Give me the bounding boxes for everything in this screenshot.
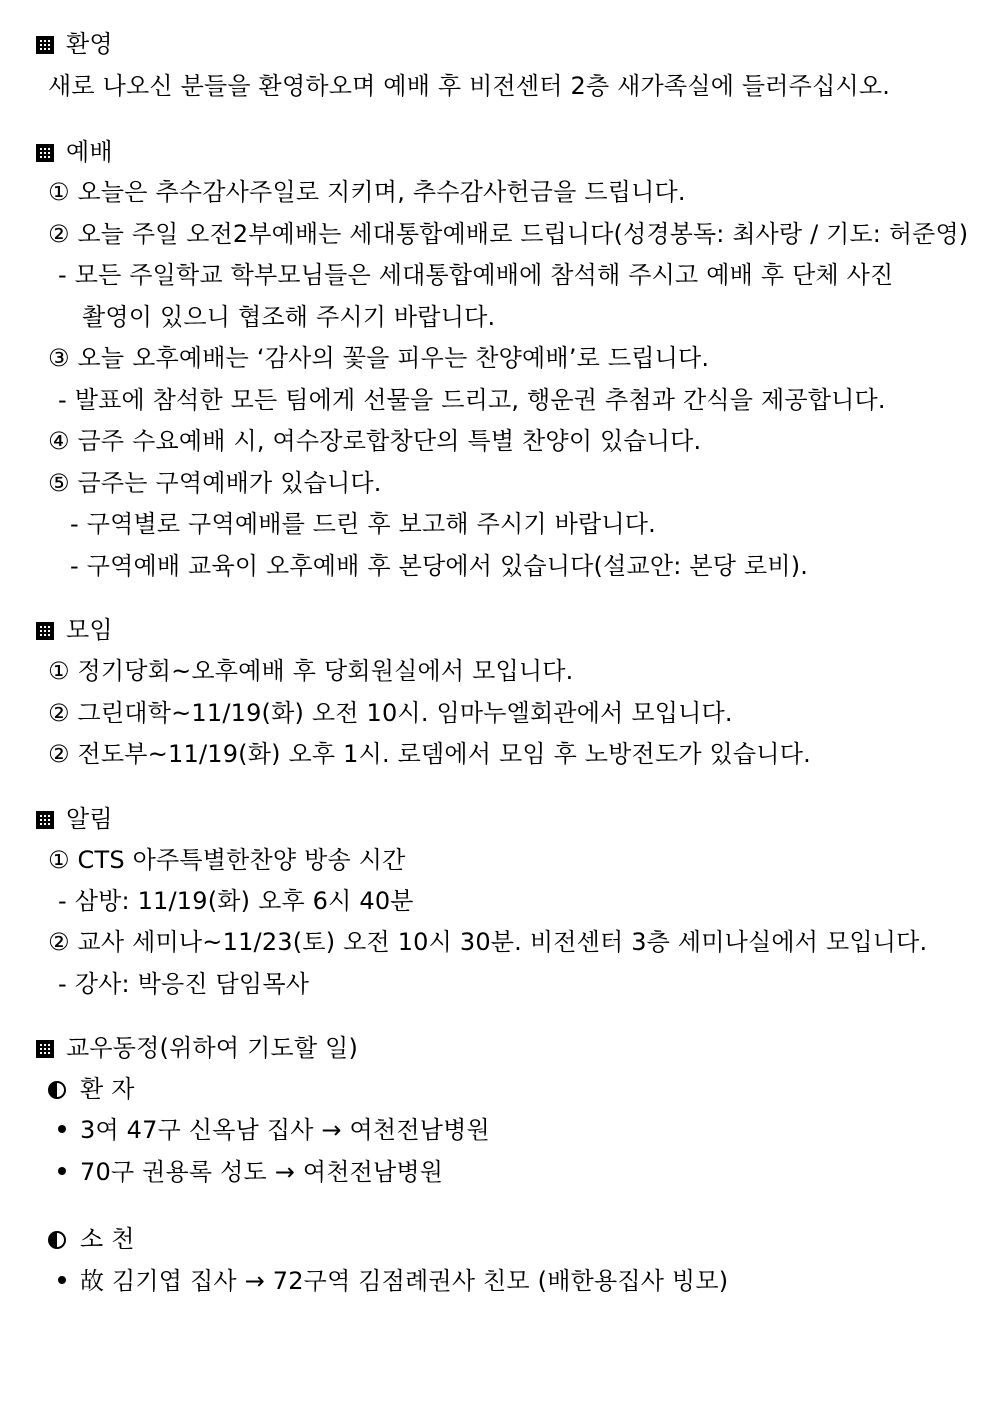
patients-heading [48,1069,135,1109]
patient-item [58,1152,443,1192]
worship-item-4: ④ 금주 수요예배 시, 여수장로합창단의 특별 찬양이 있습니다. [48,427,702,455]
welcome-text: 새로 나오신 분들을 환영하오며 예배 후 비전센터 2층 새가족실에 들러주십시오. [48,72,891,100]
meeting-item-3: ② 전도부~11/19(화) 오후 1시. 로뎀에서 모임 후 노방전도가 있습니다. [48,740,811,768]
worship-item-2: ② 오늘 주일 오전2부예배는 세대통합예배로 드립니다(성경봉독: 최사랑 / 기도: 허준영) [48,220,969,248]
prayer-heading [36,1028,358,1068]
deceased-text: 故 김기엽 집사 → 72구역 김점례권사 친모 (배한용집사 빙모) [80,1267,729,1295]
bullet-icon [58,1167,66,1175]
meeting-item-1: ① 정기당회~오후예배 후 당회원실에서 모입니다. [48,657,574,685]
deceased-item [58,1261,728,1301]
deceased-title: 소 천 [80,1225,135,1253]
patient-text: 70구 권용록 성도 → 여천전남병원 [80,1158,444,1186]
section-box-icon [36,1040,54,1058]
patient-text: 3여 47구 신옥남 집사 → 여천전남병원 [80,1116,490,1144]
notice-heading [36,799,113,839]
meeting-title: 모임 [66,616,113,644]
half-circle-icon [48,1231,66,1249]
worship-heading [36,132,113,172]
meeting-heading [36,610,113,650]
deceased-heading [48,1219,135,1259]
patients-title: 환 자 [80,1075,135,1103]
worship-item-2-sub-cont: 촬영이 있으니 협조해 주시기 바랍니다. [82,303,496,331]
prayer-title: 교우동정(위하여 기도할 일) [66,1034,359,1062]
worship-item-3-sub: - 발표에 참석한 모든 팀에게 선물을 드리고, 행운권 추첨과 간식을 제공합니다. [58,386,886,414]
notice-item-2-sub: - 강사: 박응진 담임목사 [58,970,310,998]
notice-item-1: ① CTS 아주특별한찬양 방송 시간 [48,846,406,874]
section-box-icon [36,811,54,829]
section-box-icon [36,144,54,162]
worship-item-2-sub: - 모든 주일학교 학부모님들은 세대통합예배에 참석해 주시고 예배 후 단체 사진 [58,261,894,289]
notice-title: 알림 [66,805,113,833]
worship-item-5-sub-2: - 구역예배 교육이 오후예배 후 본당에서 있습니다(설교안: 본당 로비). [70,552,809,580]
bullet-icon [58,1276,66,1284]
section-box-icon [36,622,54,640]
meeting-item-2: ② 그린대학~11/19(화) 오전 10시. 임마누엘회관에서 모입니다. [48,699,733,727]
worship-item-3: ③ 오늘 오후예배는 ‘감사의 꽃을 피우는 찬양예배’로 드립니다. [48,344,710,372]
worship-item-1: ① 오늘은 추수감사주일로 지키며, 추수감사헌금을 드립니다. [48,178,686,206]
section-box-icon [36,36,54,54]
worship-title: 예배 [66,138,113,166]
welcome-heading [36,24,113,64]
notice-item-1-sub: - 삼방: 11/19(화) 오후 6시 40분 [58,887,414,915]
worship-item-5: ⑤ 금주는 구역예배가 있습니다. [48,469,382,497]
notice-item-2: ② 교사 세미나~11/23(토) 오전 10시 30분. 비전센터 3층 세미나실에서 모입니다. [48,928,928,956]
worship-item-5-sub-1: - 구역별로 구역예배를 드린 후 보고해 주시기 바랍니다. [70,510,656,538]
half-circle-icon [48,1081,66,1099]
patient-item [58,1110,490,1150]
bullet-icon [58,1125,66,1133]
welcome-title: 환영 [66,30,113,58]
